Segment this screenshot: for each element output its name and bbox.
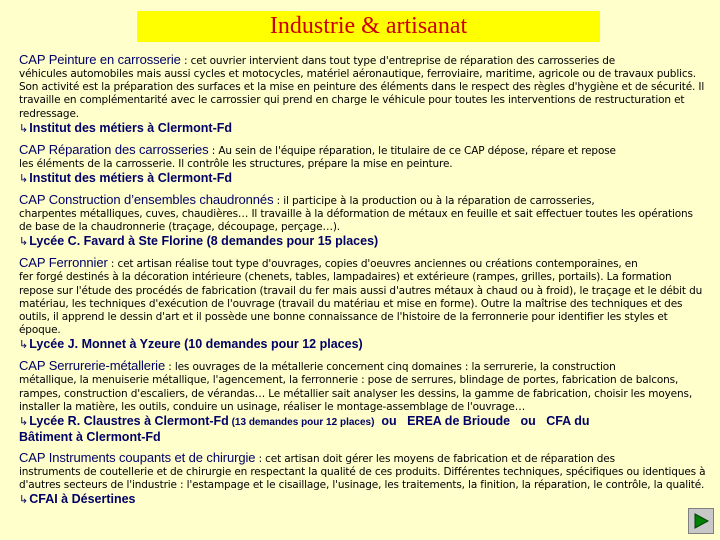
- location-name: Lycée R. Claustres à Clermont-Fd: [29, 414, 229, 429]
- course-description-lead: : cet ouvrier intervient dans tout type d'entreprise de réparation des carrosseries de: [180, 55, 616, 67]
- location-alternatives-line2: Bâtiment à Clermont-Fd: [19, 430, 161, 445]
- course-description-lead: : cet artisan réalise tout type d'ouvrages, copies d'oeuvres anciennes ou créations contemporaines, en: [107, 258, 638, 271]
- course-description: charpentes métalliques, cuves, chaudières… Il travaille à la déformation de métaux en feuille et sait effectuer toutes les opérations de base de la chaudronnerie (traçage, découpage, perçage…).: [19, 208, 693, 234]
- course-heading: [19, 53, 708, 68]
- location-name: Lycée J. Monnet à Yzeure (10 demandes pour 12 places): [29, 337, 363, 352]
- course-description: métallique, la menuiserie métallique, l'agencement, la ferronnerie : pose de serrures, blindage de portes, fabrication de balcons, rampes, construction d'escaliers, de vérandas… Le métallier sait analyser les dessins, la gamme de fabrication, choisir les moyens, installer la matière, les outils, conduire un usinage, réaliser le montage-assemblage de l'ouvrage…: [19, 374, 693, 413]
- arrow-bullet-icon: ↳: [19, 173, 29, 186]
- course-title: CAP Peinture en carrosserie: [19, 53, 181, 67]
- next-slide-button[interactable]: [688, 508, 714, 534]
- course-heading: [19, 143, 708, 158]
- course-section: [19, 359, 708, 445]
- course-title: CAP Instruments coupants et de chirurgie: [19, 451, 256, 466]
- arrow-right-icon: [692, 512, 710, 530]
- arrow-bullet-icon: ↳: [19, 494, 29, 507]
- location-alternatives: ou EREA de Brioude ou CFA du: [374, 414, 590, 429]
- training-location: [19, 414, 708, 445]
- course-heading: [19, 193, 708, 208]
- course-description: véhicules automobiles mais aussi cycles et motocycles, matériel aéronautique, ferroviaire, maritime, agricole ou de travaux publics. Son activité est la préparation des surfaces et la mise en peinture des éléments dans le respect des règles d'hygiène et de sécurité. Il travaille en complémentarité avec le carrossier qui prend en charge le véhicule pour toutes les interventions de restructuration et redressage.: [19, 68, 705, 120]
- course-section: [19, 451, 708, 508]
- course-title: CAP Serrurerie-métallerie: [19, 359, 166, 374]
- course-section: [19, 53, 708, 137]
- course-section: [19, 193, 708, 250]
- training-location: [19, 492, 708, 508]
- course-description-lead: : les ouvrages de la métallerie concernent cinq domaines : la serrurerie, la construction: [165, 361, 616, 374]
- arrow-bullet-icon: ↳: [19, 339, 29, 352]
- location-demand: (13 demandes pour 12 places): [228, 417, 375, 429]
- location-name: Lycée C. Favard à Ste Florine (8 demandes pour 15 places): [29, 234, 379, 249]
- course-description: fer forgé destinés à la décoration intérieure (chenets, tables, lampadaires) et extérieure (rampes, grilles, portails). La formation repose sur l'étude des procédés de fabrication (travail du fer mais aussi d'autres métaux à chaud ou à froid), le traçage et le débit du matériau, les techniques d'exécution de l'ouvrage (travail du matériau et mise en forme). Outre la maîtrise des techniques et des outils, il apprend le dessin d'art et il possède une bonne connaissance de l'histoire de la ferronnerie pour identifier les styles et époque.: [19, 271, 703, 337]
- training-location: [19, 171, 708, 187]
- arrow-bullet-icon: ↳: [19, 416, 29, 429]
- location-name: Institut des métiers à Clermont-Fd: [29, 171, 233, 186]
- location-name: Institut des métiers à Clermont-Fd: [29, 120, 233, 135]
- course-heading: [19, 256, 708, 271]
- course-heading: [19, 359, 708, 374]
- course-description-lead: : Au sein de l'équipe réparation, le titulaire de ce CAP dépose, répare et repose: [208, 144, 616, 157]
- course-title: CAP Réparation des carrosseries: [19, 142, 209, 157]
- course-description-lead: : il participe à la production ou à la réparation de carrosseries,: [273, 195, 595, 208]
- course-description: les éléments de la carrosserie. Il contrôle les structures, prépare la mise en peinture.: [19, 157, 453, 170]
- content: [19, 53, 708, 514]
- location-name: CFAI à Désertines: [29, 492, 136, 507]
- training-location: [19, 337, 708, 353]
- training-location: [19, 234, 708, 250]
- course-description-lead: : cet artisan doit gérer les moyens de fabrication et de réparation des: [255, 453, 615, 466]
- course-title: CAP Ferronnier: [19, 256, 108, 271]
- course-title: CAP Construction d’ensembles chaudronnés: [19, 193, 274, 208]
- training-location: [19, 121, 708, 137]
- arrow-bullet-icon: ↳: [19, 236, 29, 249]
- course-description: instruments de coutellerie et de chirurgie en respectant la qualité de ces produits. Différentes techniques, spécifiques ou identiques à d'autres secteurs de l'industrie : l'estampage et le cisaillage, l'usinage, les traitements, la finition, la réparation, le contrôle, la qualité.: [19, 466, 706, 492]
- course-heading: [19, 451, 708, 466]
- arrow-bullet-icon: ↳: [19, 122, 29, 135]
- course-section: [19, 143, 708, 187]
- page-title: Industrie & artisanat: [137, 11, 600, 42]
- course-section: [19, 256, 708, 353]
